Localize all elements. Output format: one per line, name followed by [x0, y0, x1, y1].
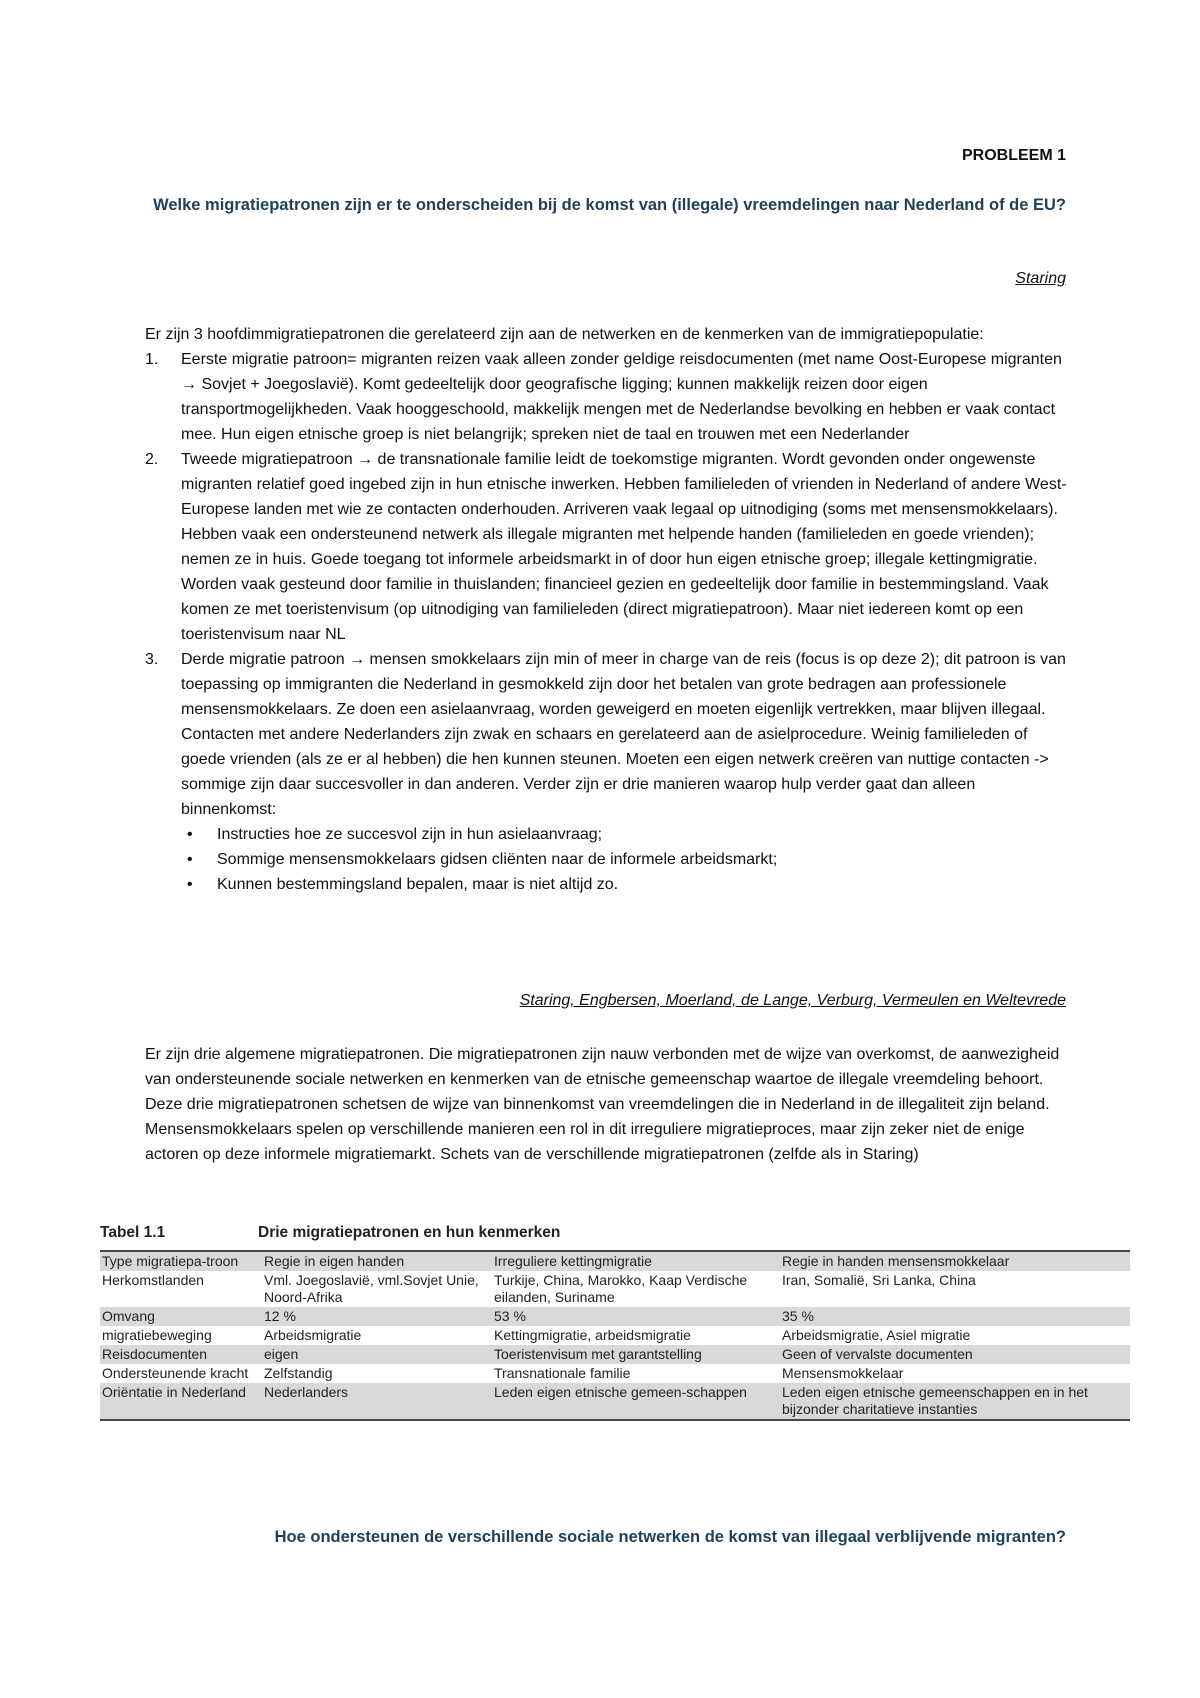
table-cell: Kettingmigratie, arbeidsmigratie: [494, 1327, 691, 1343]
table-cell: Nederlanders: [264, 1383, 494, 1420]
table-row: [100, 1364, 1130, 1383]
table-cell: Arbeidsmigratie: [264, 1327, 362, 1343]
migration-table: [100, 1250, 1130, 1421]
table-caption: [100, 1224, 1130, 1250]
table-cell: Mensensmokkelaar: [782, 1365, 904, 1381]
table-cell: 35 %: [782, 1307, 1130, 1326]
table-cell: Transnationale familie: [494, 1365, 631, 1381]
table-cell: 12 %: [264, 1307, 494, 1326]
table-cell: Geen of vervalste documenten: [782, 1345, 1130, 1364]
table-cell: Toeristenvisum met garantstelling: [494, 1345, 782, 1364]
table-cell: Reisdocumenten: [100, 1345, 264, 1364]
table-cell: Turkije, China, Marokko, Kaap Verdische eilanden, Suriname: [494, 1272, 748, 1305]
question-heading-2: Hoe ondersteunen de verschillende sociale netwerken de komst van illegaal verblijvende migranten?: [274, 1528, 1066, 1546]
section-intro: Er zijn 3 hoofdimmigratiepatronen die gerelateerd zijn aan de netwerken en de kenmerken van de immigratiepopulatie:: [145, 326, 984, 343]
table-header-cell: Irreguliere kettingmigratie: [494, 1251, 782, 1271]
list-item-text: Derde migratie patroon → mensen smokkelaars zijn min of meer in charge van de reis (focus is op deze 2); dit patroon is van toepassing op immigranten die Nederland in gesmokkeld zijn door het betalen van grote bedragen aan professionele mensensmokkelaars. Ze doen een asielaanvraag, worden geweigerd en moeten eigenlijk vertrekken, maar blijven illegaal. Contacten met andere Nederlanders zijn zwak en schaars en gerelateerd aan de asielprocedure. Weinig familieleden of goede vrienden (als ze er al hebben) die hen kunnen steunen. Moeten een eigen netwerk creëren van nuttige contacten -> sommige zijn daar succesvoller in dan anderen. Verder zijn er drie manieren waarop hulp verder gaat dan alleen binnenkomst:: [181, 651, 1066, 818]
table-cell: Oriëntatie in Nederland: [100, 1383, 264, 1420]
bullet-item: [145, 822, 1067, 847]
bullet-item: [145, 872, 1067, 897]
bullet-text: Sommige mensensmokkelaars gidsen cliënten naar de informele arbeidsmarkt;: [217, 851, 778, 868]
list-number: 3.: [145, 651, 159, 668]
table-cell: eigen: [264, 1345, 494, 1364]
table-title: Drie migratiepatronen en hun kenmerken: [258, 1224, 561, 1241]
source-reference: Staring: [1015, 270, 1066, 287]
source-reference-authors: Staring, Engbersen, Moerland, de Lange, Verburg, Vermeulen en Weltevrede: [519, 992, 1066, 1009]
table-cell: Leden eigen etnische gemeen-schappen: [494, 1383, 782, 1420]
table-header-cell: Regie in eigen handen: [264, 1251, 494, 1271]
pattern-list: [145, 347, 1067, 822]
bullet-text: Instructies hoe ze succesvol zijn in hun asielaanvraag;: [217, 826, 603, 843]
list-item-text: Eerste migratie patroon= migranten reizen vaak alleen zonder geldige reisdocumenten (met name Oost-Europese migranten → Sovjet + Joegoslavië). Komt gedeeltelijk door geografische ligging; kunnen makkelijk reizen door eigen transportmogelijkheden. Vaak hooggeschoold, makkelijk mengen met de Nederlandse bevolking en hebben er vaak contact mee. Hun eigen etnische groep is niet belangrijk; spreken niet de taal en trouwen met een Nederlander: [181, 351, 1062, 443]
bullet-list: [145, 822, 1067, 897]
bullet-item: [145, 847, 1067, 872]
list-item: [145, 447, 1067, 647]
table-header-cell: Regie in handen mensensmokkelaar: [782, 1251, 1130, 1271]
bullet-icon: •: [187, 876, 193, 893]
summary-paragraph: Er zijn drie algemene migratiepatronen. Die migratiepatronen zijn nauw verbonden met de wijze van overkomst, de aanwezigheid van ondersteunende sociale netwerken en kenmerken van de etnische gemeenschap waartoe de illegale vreemdeling behoort. Deze drie migratiepatronen schetsen de wijze van binnenkomst van vreemdelingen die in Nederland in de illegaliteit zijn beland. Mensensmokkelaars spelen op verschillende manieren een rol in dit irreguliere migratieproces, maar zijn zeker niet de enige actoren op deze informele migratiemarkt. Schets van de verschillende migratiepatronen (zelfde als in Staring): [145, 1046, 1060, 1163]
migration-table-block: [100, 1224, 1130, 1421]
table-cell: 53 %: [494, 1307, 782, 1326]
bullet-icon: •: [187, 851, 193, 868]
table-cell: migratiebeweging: [102, 1327, 212, 1343]
table-row: [100, 1345, 1130, 1364]
list-item-text: Tweede migratiepatroon → de transnationale familie leidt de toekomstige migranten. Wordt gevonden onder ongewenste migranten relatief goed ingebed zijn in hun etnische inwerken. Hebben familieleden of vrienden in Nederland of andere West- Europese landen met wie ze contacten onderhouden. Arriveren vaak legaal op uitnodiging (soms met mensensmokkelaars). Hebben vaak een ondersteunend netwerk als illegale migranten met helpende handen (familieleden en goede vrienden); nemen ze in huis. Goede toegang tot informele arbeidsmarkt in of door hun eigen etnische groep; illegale kettingmigratie. Worden vaak gesteund door familie in thuislanden; financieel gezien en gedeeltelijk door familie in bestemmingsland. Vaak komen ze met toeristenvisum (op uitnodiging van familieleden (direct migratiepatroon). Maar niet iedereen komt op een toeristenvisum naar NL: [181, 451, 1067, 643]
table-number: Tabel 1.1: [100, 1224, 166, 1241]
bullet-icon: •: [187, 826, 193, 843]
table-header-cell: Type migratiepa-troon: [100, 1251, 264, 1271]
bullet-text: Kunnen bestemmingsland bepalen, maar is niet altijd zo.: [217, 876, 619, 893]
table-cell: Herkomstlanden: [102, 1272, 204, 1288]
table-row: [100, 1307, 1130, 1326]
list-number: 2.: [145, 451, 159, 468]
list-item: [145, 647, 1067, 822]
table-row: [100, 1271, 1130, 1307]
list-number: 1.: [145, 351, 159, 368]
list-item: [145, 347, 1067, 447]
table-header-row: [100, 1251, 1130, 1271]
table-cell: Vml. Joegoslavië, vml.Sovjet Unie, Noord-Afrika: [264, 1272, 479, 1305]
question-heading: Welke migratiepatronen zijn er te onderscheiden bij de komst van (illegale) vreemdelingen naar Nederland of de EU?: [153, 196, 1066, 214]
table-row: [100, 1326, 1130, 1345]
table-row: [100, 1383, 1130, 1420]
section-patterns: [145, 322, 1067, 897]
table-cell: Arbeidsmigratie, Asiel migratie: [782, 1327, 971, 1343]
table-cell: Zelfstandig: [264, 1365, 333, 1381]
table-cell: Omvang: [100, 1307, 264, 1326]
table-cell: Ondersteunende kracht: [102, 1365, 249, 1381]
table-cell: Iran, Somalië, Sri Lanka, China: [782, 1272, 976, 1288]
table-cell: Leden eigen etnische gemeenschappen en in het bijzonder charitatieve instanties: [782, 1383, 1130, 1420]
problem-heading: PROBLEEM 1: [961, 147, 1066, 164]
